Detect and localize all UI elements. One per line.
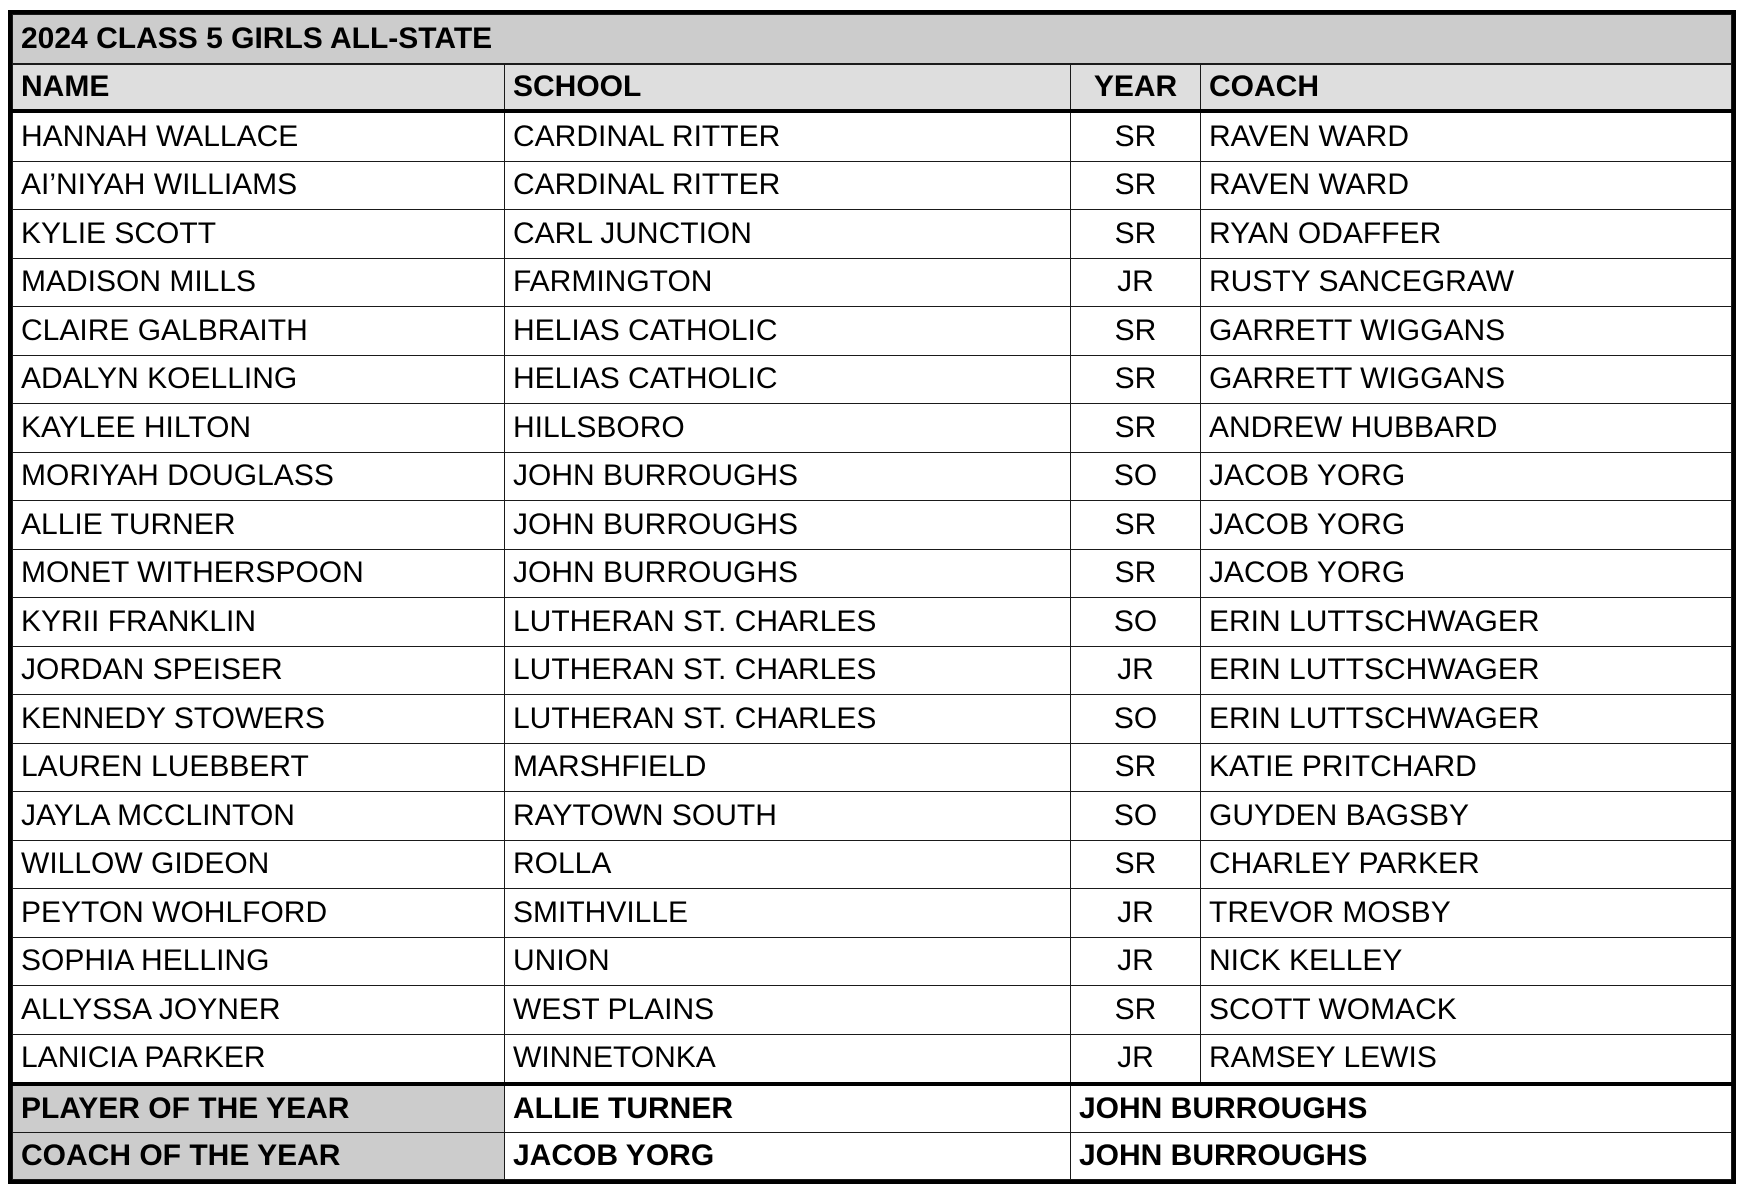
player-school: JOHN BURROUGHS [505,452,1071,501]
player-name: KENNEDY STOWERS [13,695,505,744]
player-school: HELIAS CATHOLIC [505,307,1071,356]
player-name: LAUREN LUEBBERT [13,743,505,792]
player-name: SOPHIA HELLING [13,937,505,986]
player-of-the-year-school: JOHN BURROUGHS [1071,1084,1732,1133]
player-year: JR [1071,889,1201,938]
player-coach: GARRETT WIGGANS [1201,355,1732,404]
player-name: JORDAN SPEISER [13,646,505,695]
player-coach: KATIE PRITCHARD [1201,743,1732,792]
table-row [13,111,1732,161]
player-school: FARMINGTON [505,258,1071,307]
player-year: JR [1071,937,1201,986]
player-coach: TREVOR MOSBY [1201,889,1732,938]
player-school: HELIAS CATHOLIC [505,355,1071,404]
player-school: LUTHERAN ST. CHARLES [505,598,1071,647]
player-of-the-year-row [13,1084,1732,1133]
column-header-year: YEAR [1071,64,1201,111]
player-school: LUTHERAN ST. CHARLES [505,695,1071,744]
title-row [13,15,1732,65]
coach-of-the-year-school: JOHN BURROUGHS [1071,1133,1732,1180]
player-coach: ANDREW HUBBARD [1201,404,1732,453]
player-year: SR [1071,501,1201,550]
player-coach: CHARLEY PARKER [1201,840,1732,889]
player-name: LANICIA PARKER [13,1034,505,1084]
table-row [13,210,1732,259]
table-row [13,307,1732,356]
all-state-sheet [8,10,1736,1184]
player-year: JR [1071,258,1201,307]
player-year: SR [1071,307,1201,356]
player-school: CARDINAL RITTER [505,161,1071,210]
table-row [13,646,1732,695]
table-row [13,986,1732,1035]
player-year: SR [1071,986,1201,1035]
player-coach: RUSTY SANCEGRAW [1201,258,1732,307]
player-name: AI’NIYAH WILLIAMS [13,161,505,210]
column-header-name: NAME [13,64,505,111]
player-name: PEYTON WOHLFORD [13,889,505,938]
player-name: CLAIRE GALBRAITH [13,307,505,356]
player-name: MORIYAH DOUGLASS [13,452,505,501]
player-school: ROLLA [505,840,1071,889]
table-row [13,1034,1732,1084]
player-year: SR [1071,840,1201,889]
player-school: CARDINAL RITTER [505,111,1071,161]
table-row [13,258,1732,307]
player-coach: JACOB YORG [1201,549,1732,598]
table-title: 2024 CLASS 5 GIRLS ALL-STATE [13,15,1732,65]
player-coach: NICK KELLEY [1201,937,1732,986]
player-coach: RAVEN WARD [1201,161,1732,210]
player-coach: ERIN LUTTSCHWAGER [1201,695,1732,744]
player-school: RAYTOWN SOUTH [505,792,1071,841]
player-school: WINNETONKA [505,1034,1071,1084]
player-name: WILLOW GIDEON [13,840,505,889]
table-row [13,161,1732,210]
coach-of-the-year-row [13,1133,1732,1180]
table-row [13,452,1732,501]
player-coach: RAVEN WARD [1201,111,1732,161]
header-row [13,64,1732,111]
table-row [13,840,1732,889]
player-name: MADISON MILLS [13,258,505,307]
table-row [13,598,1732,647]
table-row [13,792,1732,841]
player-of-the-year-label: PLAYER OF THE YEAR [13,1084,505,1133]
player-school: JOHN BURROUGHS [505,549,1071,598]
player-name: ALLYSSA JOYNER [13,986,505,1035]
coach-of-the-year-label: COACH OF THE YEAR [13,1133,505,1180]
player-name: ALLIE TURNER [13,501,505,550]
player-coach: ERIN LUTTSCHWAGER [1201,598,1732,647]
player-year: SR [1071,111,1201,161]
player-year: SR [1071,355,1201,404]
player-coach: JACOB YORG [1201,501,1732,550]
player-year: JR [1071,646,1201,695]
player-coach: SCOTT WOMACK [1201,986,1732,1035]
column-header-school: SCHOOL [505,64,1071,111]
table-row [13,889,1732,938]
player-year: SR [1071,743,1201,792]
player-year: SO [1071,792,1201,841]
player-school: LUTHERAN ST. CHARLES [505,646,1071,695]
player-name: KAYLEE HILTON [13,404,505,453]
table-row [13,501,1732,550]
player-name: MONET WITHERSPOON [13,549,505,598]
table-row [13,743,1732,792]
player-coach: ERIN LUTTSCHWAGER [1201,646,1732,695]
player-school: CARL JUNCTION [505,210,1071,259]
player-name: KYRII FRANKLIN [13,598,505,647]
player-name: HANNAH WALLACE [13,111,505,161]
player-school: MARSHFIELD [505,743,1071,792]
player-name: KYLIE SCOTT [13,210,505,259]
player-year: SR [1071,210,1201,259]
player-coach: RYAN ODAFFER [1201,210,1732,259]
player-coach: GUYDEN BAGSBY [1201,792,1732,841]
column-header-coach: COACH [1201,64,1732,111]
table-row [13,404,1732,453]
table-row [13,937,1732,986]
player-year: SO [1071,452,1201,501]
player-coach: JACOB YORG [1201,452,1732,501]
table-row [13,355,1732,404]
all-state-table [12,14,1732,1180]
player-school: SMITHVILLE [505,889,1071,938]
player-name: JAYLA MCCLINTON [13,792,505,841]
player-coach: GARRETT WIGGANS [1201,307,1732,356]
player-coach: RAMSEY LEWIS [1201,1034,1732,1084]
player-school: HILLSBORO [505,404,1071,453]
coach-of-the-year-name: JACOB YORG [505,1133,1071,1180]
player-rows [13,111,1732,1084]
player-year: SO [1071,598,1201,647]
player-of-the-year-name: ALLIE TURNER [505,1084,1071,1133]
player-year: JR [1071,1034,1201,1084]
player-year: SO [1071,695,1201,744]
table-row [13,549,1732,598]
player-school: WEST PLAINS [505,986,1071,1035]
player-year: SR [1071,161,1201,210]
player-school: JOHN BURROUGHS [505,501,1071,550]
table-row [13,695,1732,744]
player-name: ADALYN KOELLING [13,355,505,404]
player-year: SR [1071,404,1201,453]
player-school: UNION [505,937,1071,986]
player-year: SR [1071,549,1201,598]
